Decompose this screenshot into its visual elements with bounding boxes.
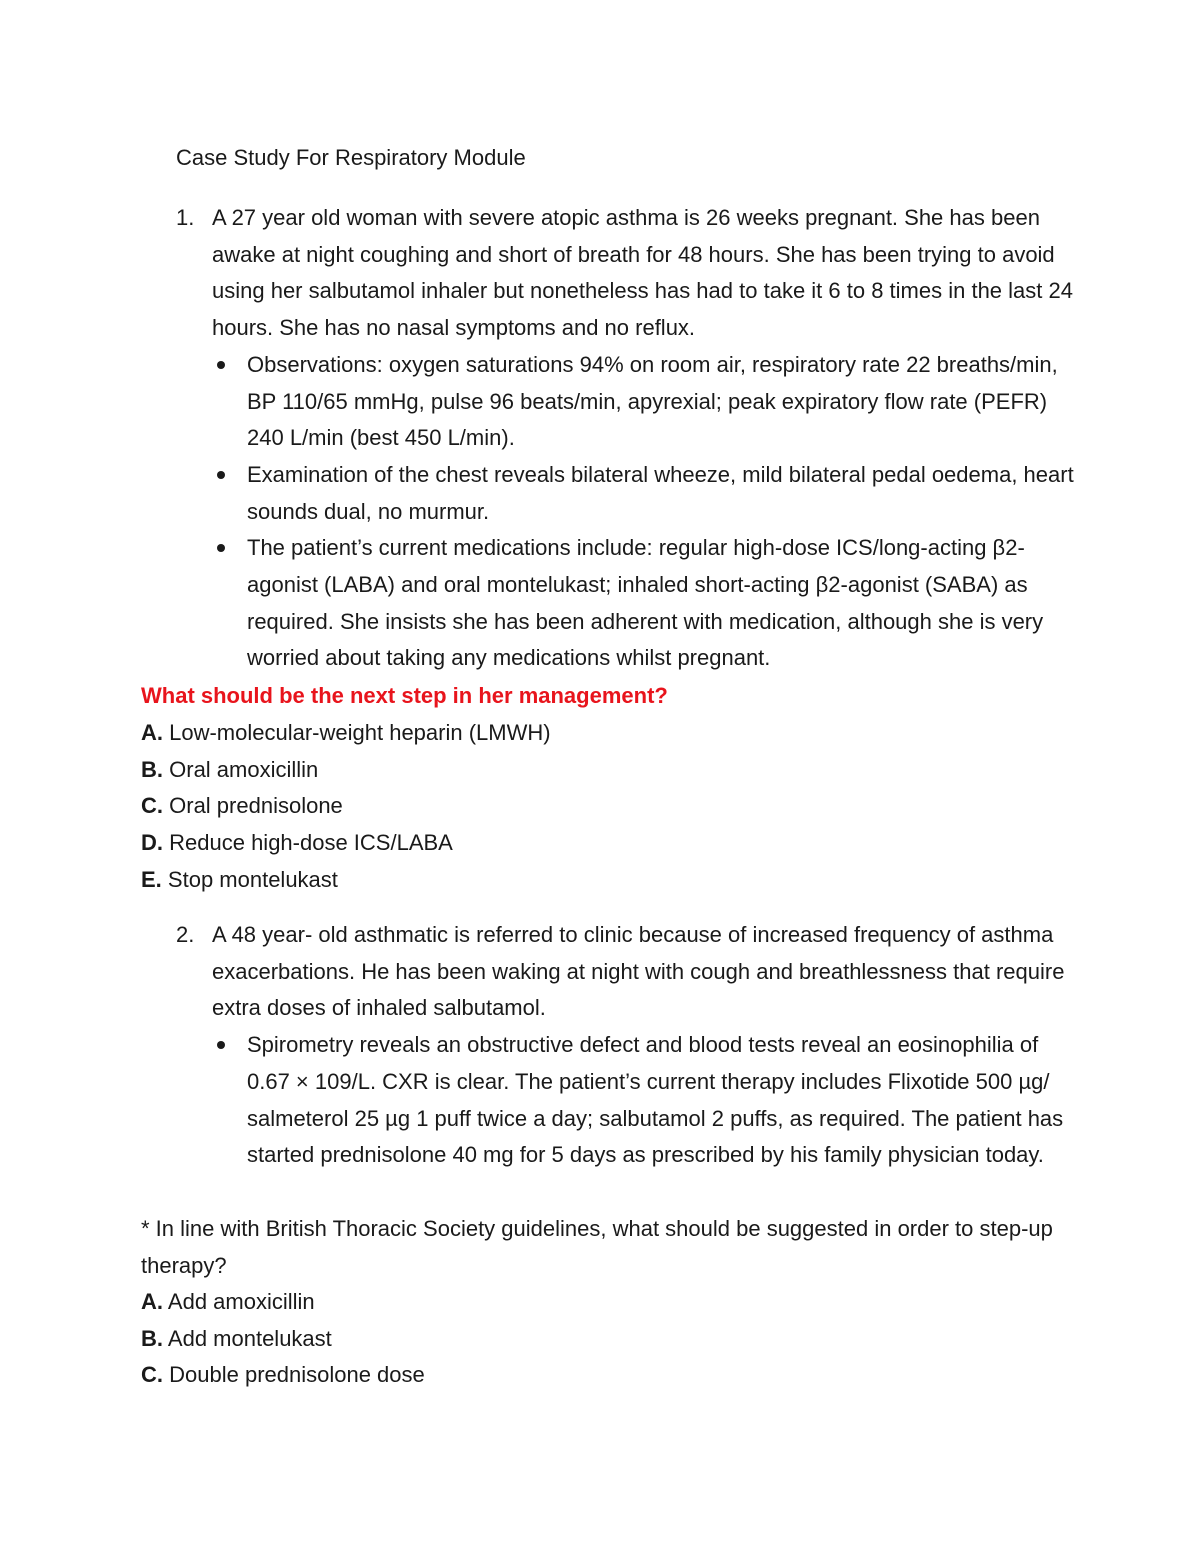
case-2-stem-row bbox=[176, 917, 1076, 1027]
list-item: The patient’s current medications include: regular high-dose ICS/long-acting β2-agonist (LABA) and oral montelukast; inhaled short-acting β2-agonist (SABA) as required. She insists she has been adherent with medication, although she is very worried about taking any medications whilst pregnant. bbox=[247, 530, 1076, 677]
case-1-options bbox=[141, 715, 941, 899]
list-item: Observations: oxygen saturations 94% on room air, respiratory rate 22 breaths/min, BP 110/65 mmHg, pulse 96 beats/min, apyrexial; peak expiratory flow rate (PEFR) 240 L/min (best 450 L/min). bbox=[247, 347, 1076, 457]
option-item: A. Add amoxicillin bbox=[141, 1289, 315, 1314]
case-2 bbox=[176, 917, 1076, 1174]
case-2-bullets bbox=[176, 1027, 1076, 1174]
list-item: Spirometry reveals an obstructive defect and blood tests reveal an eosinophilia of 0.67 × 109/L. CXR is clear. The patient’s current therapy includes Flixotide 500 µg/ salmeterol 25 µg 1 puff twice a day; salbutamol 2 puffs, as required. The patient has started prednisolone 40 mg for 5 days as prescribed by his family physician today. bbox=[247, 1027, 1076, 1174]
case-1-bullets bbox=[176, 347, 1076, 677]
case-2-options bbox=[141, 1284, 941, 1394]
option-item: D. Reduce high-dose ICS/LABA bbox=[141, 830, 453, 856]
option-item: C. Oral prednisolone bbox=[141, 793, 343, 819]
bullet-icon bbox=[217, 544, 225, 552]
bullet-icon bbox=[217, 471, 225, 479]
case-1-question: What should be the next step in her management? bbox=[141, 683, 668, 708]
case-2-stem: A 48 year- old asthmatic is referred to clinic because of increased frequency of asthma exacerbations. He has been waking at night with cough and breathlessness that require extra doses of inhaled salbutamol. bbox=[212, 922, 1065, 1021]
document-title: Case Study For Respiratory Module bbox=[176, 145, 526, 170]
bullet-icon bbox=[217, 1041, 225, 1049]
case-2-number: 2. bbox=[176, 922, 195, 947]
bullet-icon bbox=[217, 361, 225, 369]
option-item: C. Double prednisolone dose bbox=[141, 1362, 425, 1388]
option-item: A. Low-molecular-weight heparin (LMWH) bbox=[141, 720, 551, 745]
case-1-number: 1. bbox=[176, 205, 195, 230]
option-item: B. Oral amoxicillin bbox=[141, 756, 319, 782]
case-1 bbox=[176, 200, 1076, 677]
option-item: B. Add montelukast bbox=[141, 1325, 332, 1351]
option-item: E. Stop montelukast bbox=[141, 866, 338, 892]
list-item: Examination of the chest reveals bilateral wheeze, mild bilateral pedal oedema, heart sounds dual, no murmur. bbox=[247, 457, 1076, 530]
case-2-question: * In line with British Thoracic Society guidelines, what should be suggested in order to step-up therapy? bbox=[141, 1216, 1053, 1278]
case-1-stem: A 27 year old woman with severe atopic asthma is 26 weeks pregnant. She has been awake at night coughing and short of breath for 48 hours. She has been trying to avoid using her salbutamol inhaler but nonetheless has had to take it 6 to 8 times in the last 24 hours. She has no nasal symptoms and no reflux. bbox=[212, 205, 1073, 341]
case-1-stem-row bbox=[176, 200, 1076, 347]
